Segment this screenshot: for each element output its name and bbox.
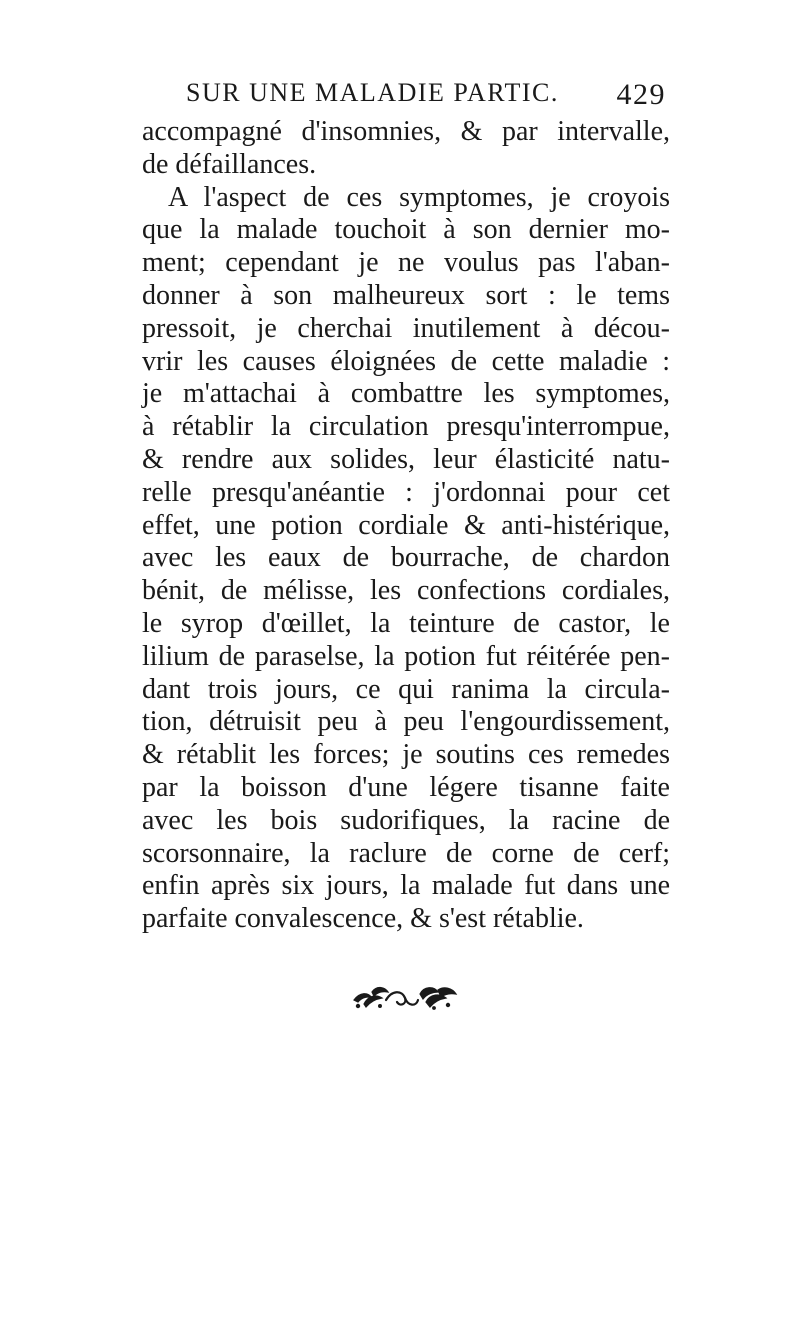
text-line: vrir les causes éloignées de cette maladie : xyxy=(142,345,670,377)
text-line: relle presqu'anéantie : j'ordonnai pour cet xyxy=(142,476,670,508)
text-line: je m'attachai à combattre les symptomes, xyxy=(142,378,670,410)
text-line: lilium de paraselse, la potion fut réitérée pen- xyxy=(142,640,670,672)
page-number: 429 xyxy=(616,78,666,111)
text-line: enfin après six jours, la malade fut dans une xyxy=(142,870,670,902)
running-title: SUR UNE MALADIE PARTIC. xyxy=(186,78,559,107)
text-line: que la malade touchoit à son dernier mo- xyxy=(142,214,670,246)
text-line: de défaillances. xyxy=(142,148,317,180)
text-line: pressoit, je cherchai inutilement à décou- xyxy=(142,312,670,344)
running-head xyxy=(186,78,666,118)
floral-tailpiece-icon xyxy=(350,980,460,1014)
text-line: avec les eaux de bourrache, de chardon xyxy=(142,542,670,574)
text-line: accompagné d'insomnies, & par intervalle, xyxy=(142,116,670,147)
text-line: donner à son malheureux sort : le tems xyxy=(142,279,670,311)
text-line: parfaite convalescence, & s'est rétablie. xyxy=(142,903,584,935)
text-line: dant trois jours, ce qui ranima la circula- xyxy=(142,673,670,705)
text-line: bénit, de mélisse, les confections cordiales, xyxy=(142,575,670,607)
text-line: effet, une potion cordiale & anti-histérique, xyxy=(142,509,670,541)
text-line: ment; cependant je ne voulus pas l'aban- xyxy=(142,247,670,279)
body-text xyxy=(142,116,670,936)
text-line: & rétablit les forces; je soutins ces remedes xyxy=(142,739,670,771)
text-line: par la boisson d'une légere tisanne faite xyxy=(142,771,670,803)
text-line: avec les bois sudorifiques, la racine de xyxy=(142,804,670,836)
text-line: A l'aspect de ces symptomes, je croyois xyxy=(168,181,670,213)
text-line: & rendre aux solides, leur élasticité natu- xyxy=(142,443,670,475)
text-line: le syrop d'œillet, la teinture de castor, le xyxy=(142,607,670,639)
text-line: scorsonnaire, la raclure de corne de cerf; xyxy=(142,837,670,869)
text-line: tion, détruisit peu à peu l'engourdissement, xyxy=(142,706,670,738)
text-line: à rétablir la circulation presqu'interrompue, xyxy=(142,411,670,443)
